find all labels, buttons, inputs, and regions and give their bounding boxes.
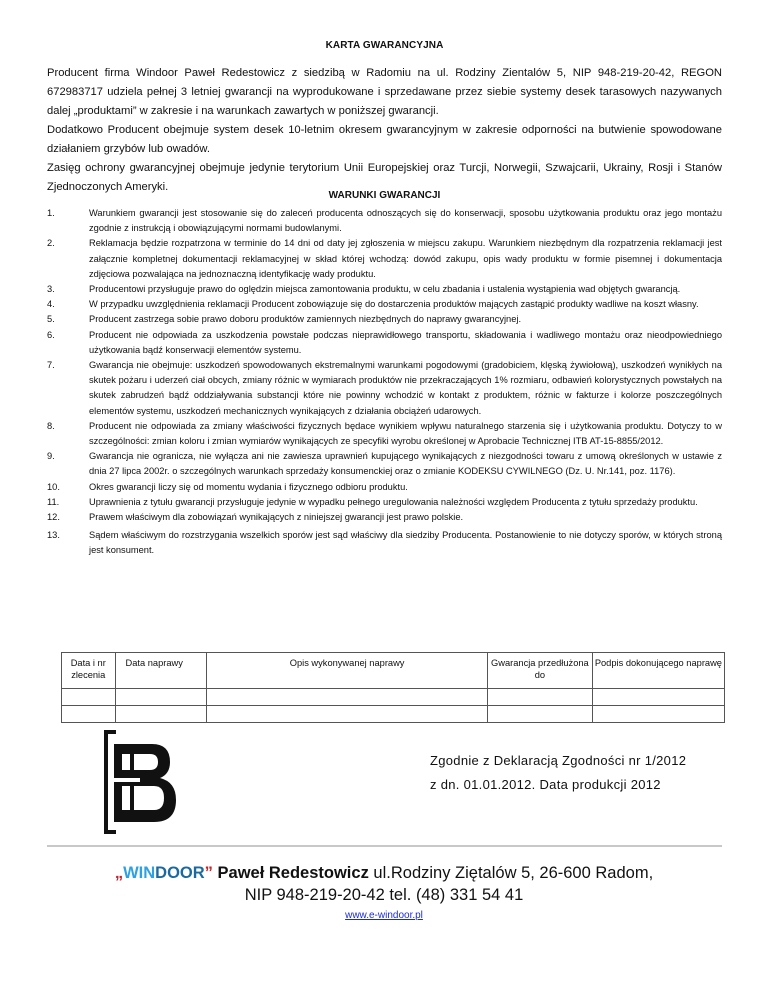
repair-table-row xyxy=(62,706,725,723)
column-header: Data i nr zlecenia xyxy=(62,653,116,689)
column-header: Gwarancja przedłużona do xyxy=(487,653,592,689)
table-cell[interactable] xyxy=(115,689,207,706)
condition-text: Uprawnienia z tytułu gwarancji przysługuje jedynie w wypadku pełnego uregulowania należności względem Producenta z tytułu sprzedaży produktu. xyxy=(89,496,698,507)
table-cell[interactable] xyxy=(592,689,724,706)
condition-item xyxy=(47,297,722,312)
condition-number: 11. xyxy=(47,496,60,507)
condition-text: Warunkiem gwarancji jest stosowanie się do zaleceń producenta odnoszących się do konserwacji, sposobu użytkowania produktu oraz jego montażu zgodnie z instrukcją i obowiązującymi normami budowlanymi. xyxy=(89,208,722,234)
repair-table-row xyxy=(62,689,725,706)
company-owner: Paweł Redestowicz xyxy=(217,864,369,882)
table-cell[interactable] xyxy=(115,706,207,723)
conditions-list xyxy=(47,206,722,559)
condition-number: 4. xyxy=(47,299,55,310)
condition-text: Producent nie odpowiada za uszkodzenia powstałe podczas nieprawidłowego transportu, składowania i wadliwego montażu oraz nieodpowiedniego użytkowania bądź konserwacji elementów systemu. xyxy=(89,329,722,355)
condition-text: Okres gwarancji liczy się od momentu wydania i fizycznego odbioru produktu. xyxy=(89,481,408,492)
footer-divider xyxy=(47,845,722,847)
condition-text: Sądem właściwym do rozstrzygania wszelkich sporów jest sąd właściwy dla siedziby Producenta. Postanowienie to nie dotyczy sporów, w których stroną jest konsument. xyxy=(89,530,722,556)
condition-item xyxy=(47,495,722,510)
table-cell[interactable] xyxy=(62,706,116,723)
repair-table-header-row xyxy=(62,653,725,689)
condition-number: 1. xyxy=(47,208,55,218)
table-cell[interactable] xyxy=(487,689,592,706)
condition-number: 10. xyxy=(47,481,60,492)
table-cell[interactable] xyxy=(207,689,488,706)
column-header: Data naprawy xyxy=(115,653,207,689)
brand-win: WIN xyxy=(123,864,156,882)
declaration-block xyxy=(430,749,686,797)
condition-number: 13. xyxy=(47,530,60,541)
condition-item xyxy=(47,206,722,236)
table-cell[interactable] xyxy=(487,706,592,723)
repair-table xyxy=(61,652,725,723)
intro-paragraph: Dodatkowo Producent obejmuje system desek 10-letnim okresem gwarancyjnym w zakresie odporności na butwienie spowodowane działaniem grzybów lub owadów. xyxy=(47,124,722,155)
declaration-line: Zgodnie z Deklaracją Zgodności nr 1/2012 xyxy=(430,753,687,768)
table-cell[interactable] xyxy=(207,706,488,723)
condition-text: Gwarancja nie obejmuje: uszkodzeń spowodowanych ekstremalnymi warunkami pogodowymi (gradobiciem, klęską żywiołową), uszkodzeń wynikłych na skutek pożaru i uderzeń ciał obcych, zmiany różnic w wymiarach produktów nie przekraczających 1% rozmiaru, odbawień kolorystycznych powstałych na skutek zabrudzeń bądź oddziaływania substancji które nie powinny wchodzić w kontakt z produktem, różnic w fakturze i kolorze poszczególnych elementów systemu, uszkodzeń mechanicznych wynikających z działania obciążeń udarowych. xyxy=(89,360,722,416)
condition-number: 12. xyxy=(47,512,60,523)
condition-text: Gwarancja nie ogranicza, nie wyłącza ani nie zawiesza uprawnień kupującego wynikających z niezgodności towaru z umową określonych w ustawie z dnia 27 lipca 2002r. o szczególnych warunkach sprzedaży konsumenckiej oraz o zmianie KODEKSU CYWILNEGO (Dz. U. Nr.141, poz. 1176). xyxy=(89,451,722,477)
condition-item xyxy=(47,480,722,495)
brand-name xyxy=(115,864,213,882)
footer-contact: NIP 948-219-20-42 tel. (48) 331 54 41 xyxy=(244,886,524,904)
website-link[interactable]: www.e-windoor.pl xyxy=(345,910,423,921)
brand-quote: ” xyxy=(204,864,213,882)
column-header: Opis wykonywanej naprawy xyxy=(207,653,488,689)
intro-section xyxy=(47,64,722,197)
footer-company-line xyxy=(0,862,768,884)
condition-text: Producent zastrzega sobie prawo doboru produktów zamiennych niezbędnych do naprawy gwarancyjnej. xyxy=(89,314,522,325)
condition-text: W przypadku uwzględnienia reklamacji Producent zobowiązuje się do dostarczenia produktów mających zastąpić produkty wadliwe na koszt własny. xyxy=(89,299,699,310)
company-address: ul.Rodziny Ziętalów 5, 26-600 Radom, xyxy=(373,864,654,882)
column-header: Podpis dokonującego naprawę xyxy=(592,653,724,689)
intro-paragraph: Zasięg ochrony gwarancyjnej obejmuje jedynie terytorium Unii Europejskiej oraz Turcji, Norwegii, Szwajcarii, Ukrainy, Rosji i Stanów Zjednoczonych Ameryki. xyxy=(47,162,722,193)
condition-item xyxy=(47,358,722,419)
condition-item xyxy=(47,328,722,358)
condition-number: 8. xyxy=(47,420,55,431)
footer-website xyxy=(0,910,768,921)
document-title: KARTA GWARANCYJNA xyxy=(325,40,444,51)
intro-paragraph: Producent firma Windoor Paweł Redestowicz z siedzibą w Radomiu na ul. Rodziny Zientalów 5, NIP 948-219-20-42, REGON 672983717 udziela pełnej 3 letniej gwarancji na wyprodukowane i sprzedawane przez siebie systemy desek tarasowych nazywanych dalej „produktami” w zakresie i na warunkach zawartych w poniższej gwarancji. xyxy=(47,67,722,117)
condition-item xyxy=(47,510,722,525)
condition-number: 9. xyxy=(47,451,55,462)
condition-item xyxy=(47,282,722,297)
condition-text: Reklamacja będzie rozpatrzona w terminie do 14 dni od daty jej zgłoszenia w miejscu zakupu. Warunkiem niezbędnym dla rozpatrzenia reklamacji jest załącznie kompletnej dokumentacji reklamacyjnej w skład której wchodzą: dowód zakupu, opis wady produktu w formie pisemnej i dokumentacja zdjęciowa pozwalająca na jednoznaczną identyfikację wady produktu. xyxy=(89,238,722,279)
condition-item xyxy=(47,449,722,479)
condition-text: Prawem właściwym dla zobowiązań wynikających z niniejszej gwarancji jest prawo polskie. xyxy=(89,512,464,523)
condition-number: 5. xyxy=(47,314,55,325)
condition-item xyxy=(47,312,722,327)
condition-number: 6. xyxy=(47,329,55,340)
condition-number: 7. xyxy=(47,360,55,371)
brand-door: DOOR xyxy=(155,864,205,882)
condition-text: Producent nie odpowiada za zmiany właściwości fizycznych będace wynikiem wpływu naturalnego starzenia się i użytkowania produktu. Dotyczy to w szczególności: zmian koloru i zmian wymiarów wynikających ze specyfiki wyrobu określonej w Aprobacie Technicznej ITB AT-15-8855/2012. xyxy=(89,420,722,447)
condition-item xyxy=(47,528,722,558)
table-cell[interactable] xyxy=(62,689,116,706)
condition-item xyxy=(47,419,722,449)
conditions-title: WARUNKI GWARANCJI xyxy=(328,190,441,201)
condition-text: Producentowi przysługuje prawo do oględzin miejsca zamontowania produktu, w celu zbadania i ustalenia wystąpienia wad objętych gwarancją. xyxy=(89,284,681,295)
table-cell[interactable] xyxy=(592,706,724,723)
condition-number: 2. xyxy=(47,238,55,249)
brand-quote: „ xyxy=(114,864,124,882)
company-logo xyxy=(100,730,182,834)
declaration-line: z dn. 01.01.2012. Data produkcji 2012 xyxy=(430,777,661,792)
condition-number: 3. xyxy=(47,284,55,295)
condition-item xyxy=(47,236,722,282)
